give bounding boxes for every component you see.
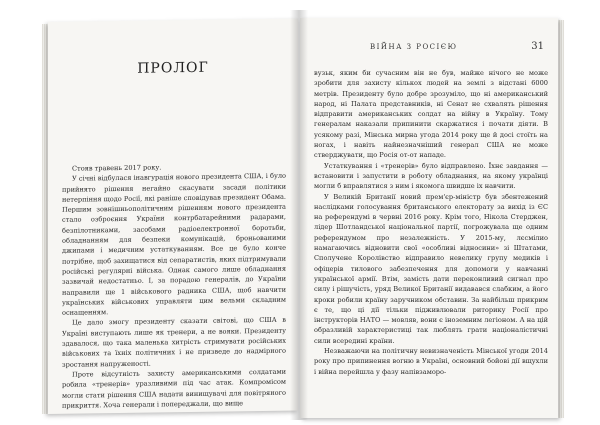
right-page: [300, 18, 558, 418]
paragraph: Це дало змогу президенту сказати світові, що США в Україні виступають лише як тренери, а не вояки. Президенту здавалося, що така маленька хитрість стримувати російських військових та їхніх політичних і не призведе до надмірного зростання напруженості.: [62, 316, 286, 369]
paragraph: Устаткування і «тренерів» було відправлено. Їхнє завдання — встановити і запустити в роботу обладнання, на якому українці могли б вправлятися з ним і якомога швидше іх навчити.: [314, 161, 548, 191]
paragraph: Незважаючи на політичну невизначеність Мінської угоди 2014 року про припинення вогню в Україні, основний бойові дії вщухли і війна перейшла у фазу напівзаморо-: [314, 347, 548, 376]
running-head: ВІЙНА З РОСІЄЮ: [370, 43, 458, 51]
paragraph: Стояв травень 2017 року.: [72, 163, 162, 173]
right-page-edges: [558, 20, 564, 418]
paragraph: У січні відбулася інавгурація нового президента США, і було прийнято рішення негайно скасувати засади політики нетерпіння щодо Росії, які раніше сповідував президент Обама. Першим зовнішньополітичним рішенням нового президента стало озброєння України контрбатарейними радарами, безпілотниками, засобами радіоелектронної боротьби, обладнанням для безпеки комунікацій, броньованими джипами і медичним устаткуванням. Все це було конче потрібне, щоб захищатися від сепаратистів, яких підтримували російські регулярні війська. Однак самого лише обладнання зазвичай недостатньо. І, за порадою генералів, до України направили ще 1 військового радника США, щоб навчити українських військових управляти цим вельми складним оснащенням.: [62, 171, 286, 317]
left-page: [48, 19, 298, 414]
paragraph: вузьк, яким би сучасним він не був, майже нічого не може зробити для захисту кількох людей на землі з відстані 6000 метрів. Президенту було добре зрозуміло, що ні американський народ, ні Палата представників, ні Сенат не схвалять рішення відправити американських солдат на війну в Україну. Тому генералам наказали припинити скаржатися і почати діяти. В усякому разі, Мінська мирна угода 2014 року ще й досі стоїть на ногах, і навіть найнезначніший генерал США не може стверджувати, що Росія от-от нападе.: [314, 69, 548, 160]
chapter-title: ПРОЛОГ: [137, 59, 209, 77]
left-page-body: [62, 161, 286, 411]
page-number: 31: [531, 41, 544, 52]
paragraph: У Великій Британії новий прем'єр-міністр був збентежений наслідками голосування британського електорату за вихід із ЄС на референдумі в червні 2016 року. Крім того, Нікола Стерджен, лідер Шотландської національної партії, погрожувала ще одним референдумом про незалежність. У 2015-му, лєсмілио намагаючись відновити свої «особливі відносини» зі Штатами, Сполучене Королівство відправило невелику групу медиків і офіцерів тилового забезпечення для допомоги у навчанні української армії. Втім, замість дати переконливий сигнал про силу і рішучість, уряд Великої Британії видавався слабким, а його кроки робили країну заручником обставин. За найбільш прикрим є те, що ці дії тільки підживлювали риторику Росії про інструкторів НАТО — мовляв, вони є іноземним легіоном. А на цій образливій характеристиці так люблять грати націоналістичні сили всередині країни.: [314, 192, 548, 345]
right-page-body: [314, 68, 548, 377]
paragraph: Проте відсутність захисту американськими солдатами робила «тренерів» уразливими під час атак. Компромісом могли стати рішення США надати винищувачі для повітряного прикриття. Хоча генерали і попереджали, що вище: [62, 367, 286, 410]
